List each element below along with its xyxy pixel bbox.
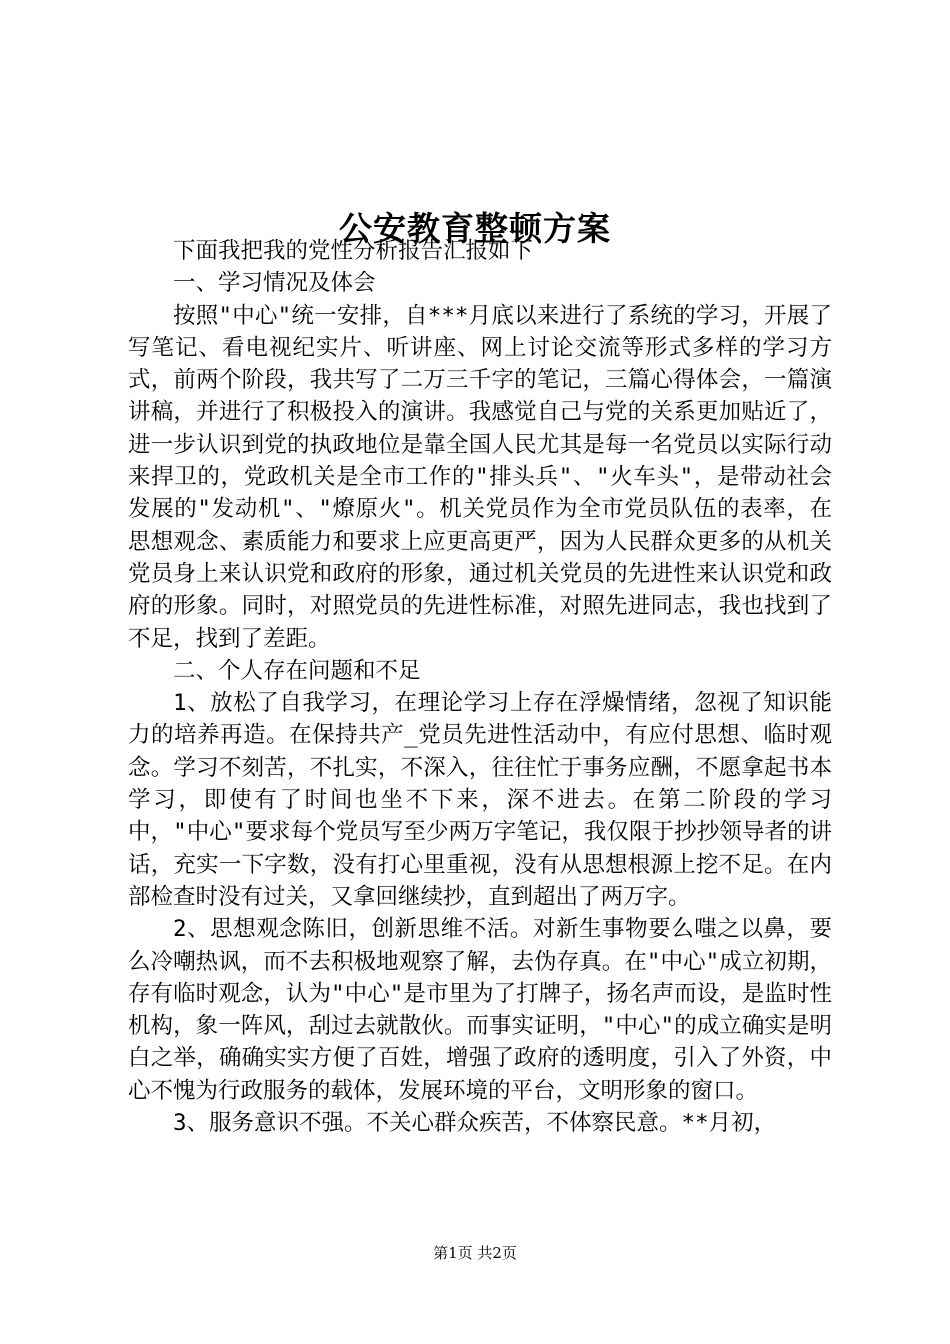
paragraph-intro: 下面我把我的党性分析报告汇报如下 bbox=[173, 238, 534, 264]
section-heading-problems: 二、个人存在问题和不足 bbox=[173, 657, 421, 684]
document-body bbox=[128, 235, 832, 1139]
document-title: 公安教育整顿方案 bbox=[339, 209, 611, 249]
paragraph-problem-3: 3、服务意识不强。不关心群众疾苦，不体察民意。**月初， bbox=[173, 1110, 777, 1137]
paragraph-problem-1: 1、放松了自我学习，在理论学习上存在浮燥情绪，忽视了知识能力的培养再造。在保持共产_党员先进性活动中，有应付思想、临时观念。学习不刻苦，不扎实，不深入，往往忙于事务应酬，不愿拿起书本学习，即使有了时间也坐不下来，深不进去。在第二阶段的学习中，"中心"要求每个党员写至少两万字笔记，我仅限于抄抄领导者的讲话，充实一下字数，没有打心里重视，没有从思想根源上挖不足。在内部检查时没有过关，又拿回继续抄，直到超出了两万字。 bbox=[128, 690, 832, 910]
section-heading-study: 一、学习情况及体会 bbox=[173, 270, 376, 297]
paragraph-problem-2: 2、思想观念陈旧，创新思维不活。对新生事物要么嗤之以鼻，要么冷嘲热讽，而不去积极地观察了解，去伪存真。在"中心"成立初期，存有临时观念，认为"中心"是市里为了打牌子，扬名声而设，是监时性机构，象一阵风，刮过去就散伙。而事实证明，"中心"的成立确实是明白之举，确确实实方便了百姓，增强了政府的透明度，引入了外资，中心不愧为行政服务的载体，发展环境的平台，文明形象的窗口。 bbox=[128, 916, 832, 1104]
paragraph-study: 按照"中心"统一安排，自***月底以来进行了系统的学习，开展了写笔记、看电视纪实片、听讲座、网上讨论交流等形式多样的学习方式，前两个阶段，我共写了二万三千字的笔记，三篇心得体会，一篇演讲稿，并进行了积极投入的演讲。我感觉自己与党的关系更加贴近了，进一步认识到党的执政地位是靠全国人民尤其是每一名党员以实际行动来捍卫的，党政机关是全市工作的"排头兵"、"火车头"，是带动社会发展的"发动机"、"燎原火"。机关党员作为全市党员队伍的表率，在思想观念、素质能力和要求上应更高更严，因为人民群众更多的从机关党员身上来认识党和政府的形象，通过机关党员的先进性来认识党和政府的形象。同时，对照党员的先进性标准，对照先进同志，我也找到了不足，找到了差距。 bbox=[128, 302, 832, 652]
page-footer: 第1页 共2页 bbox=[433, 1244, 517, 1262]
